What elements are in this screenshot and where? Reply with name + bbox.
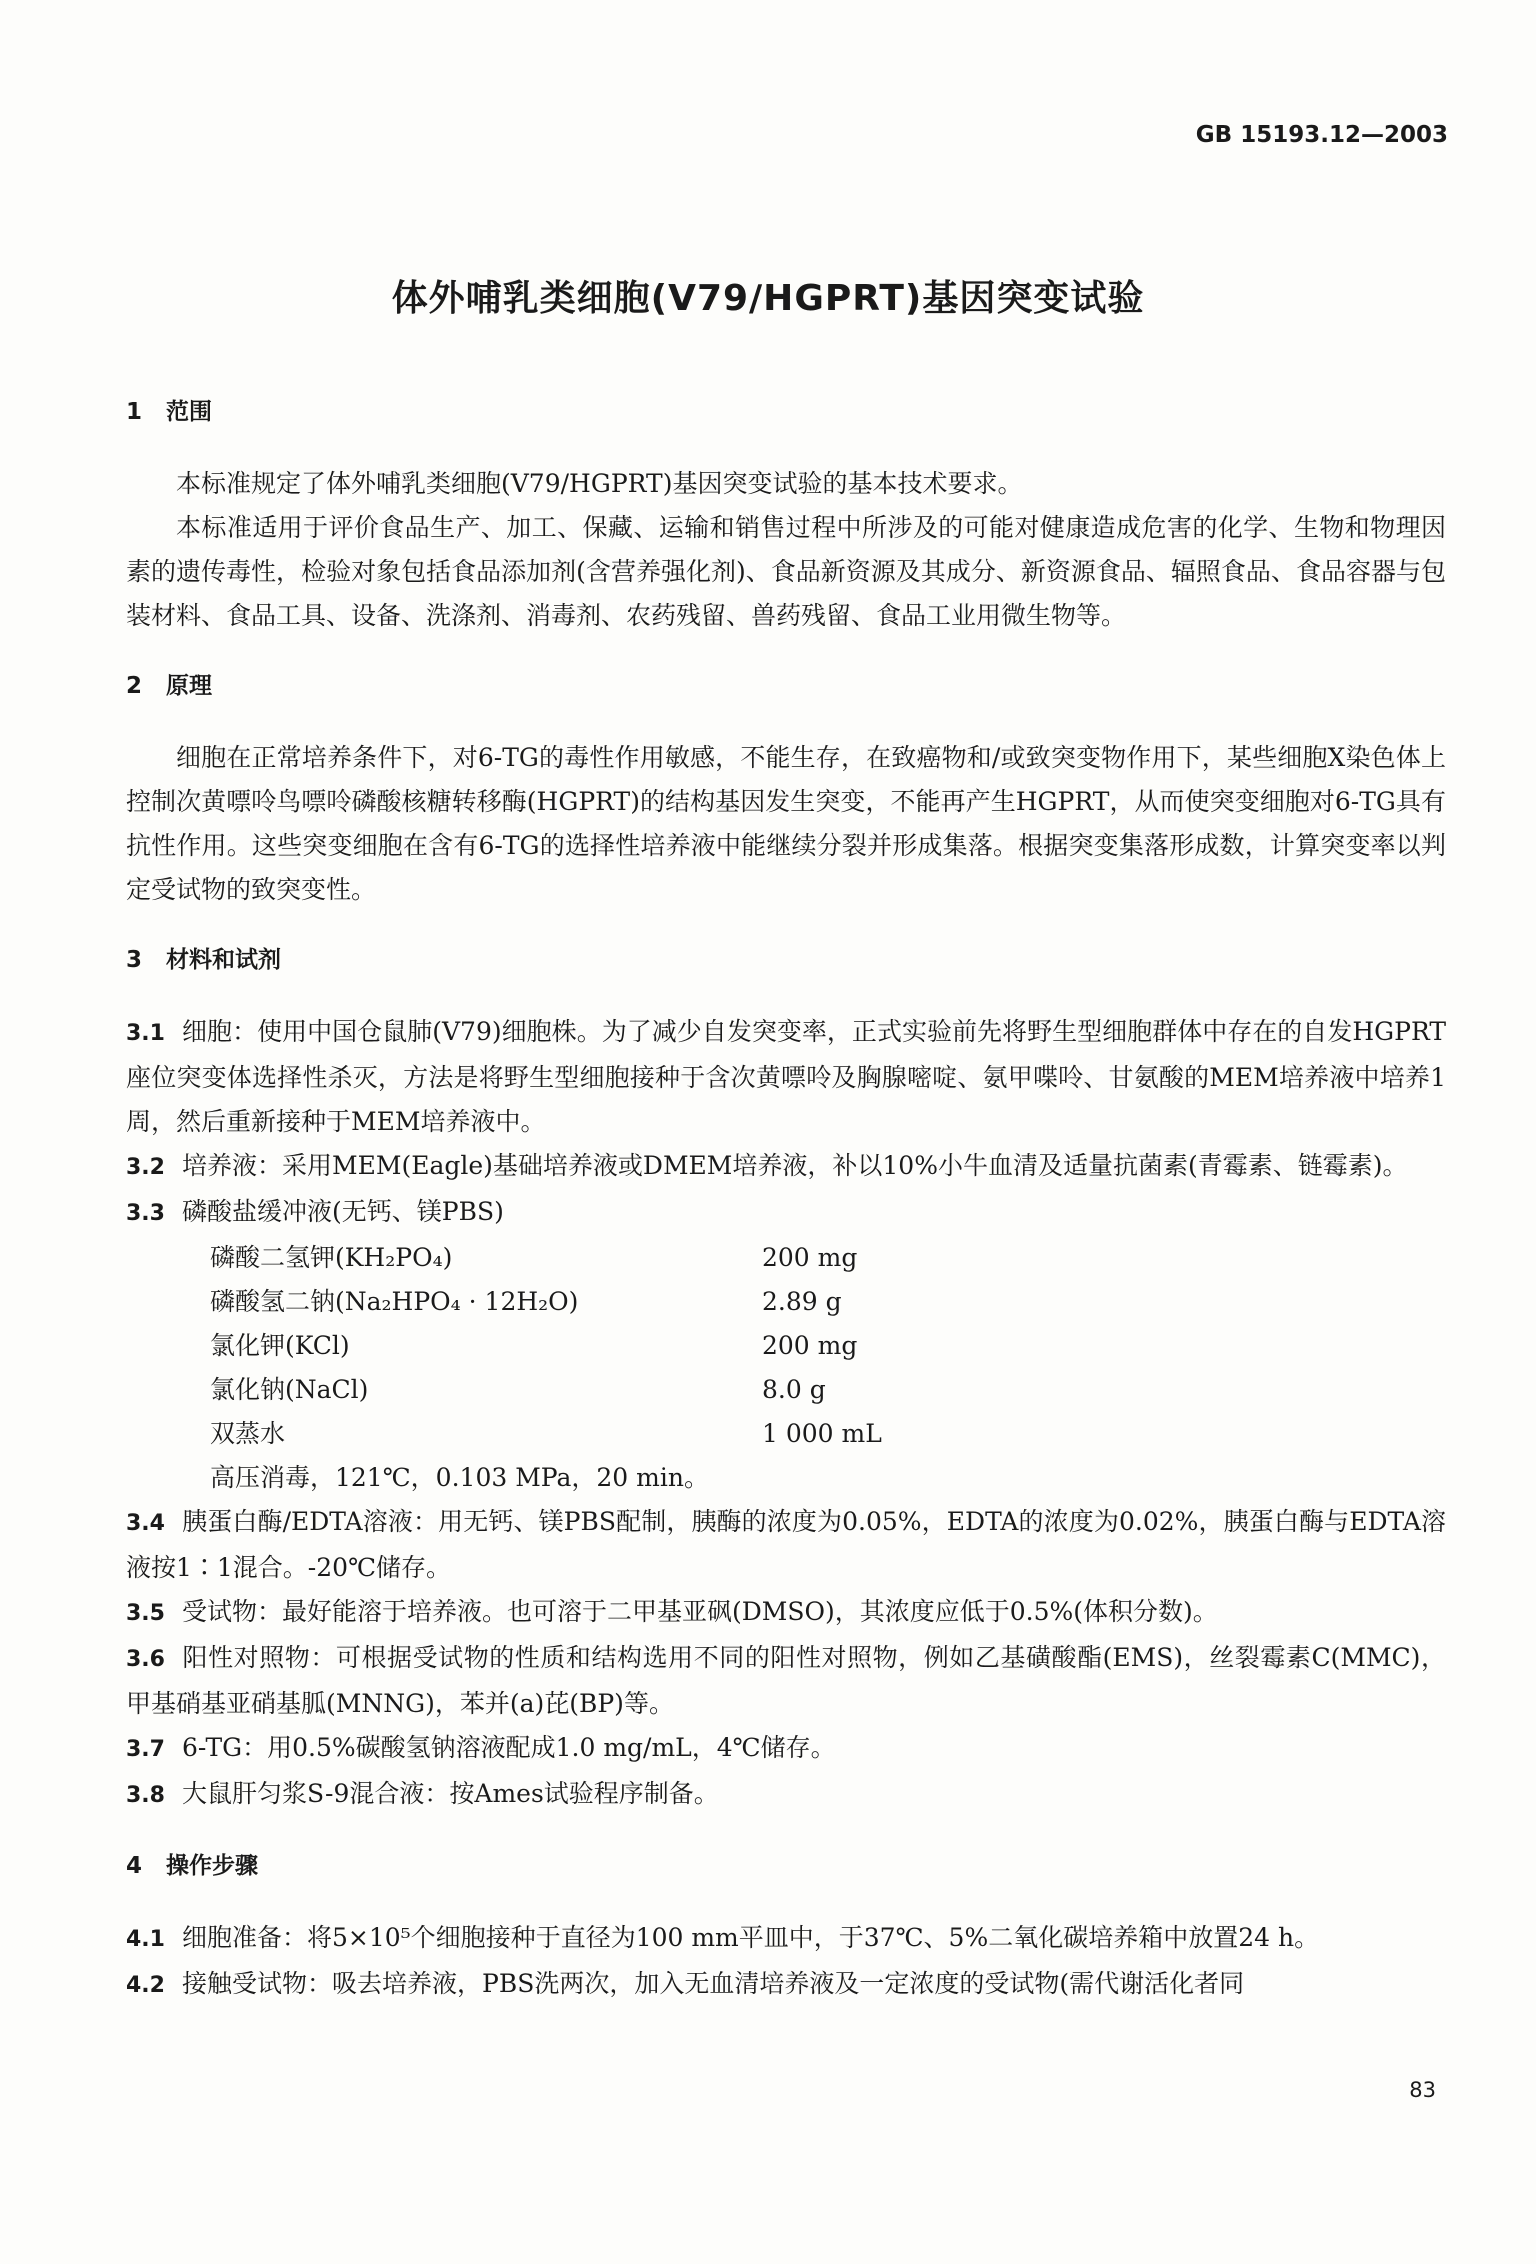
clause-text: 大鼠肝匀浆S-9混合液：按Ames试验程序制备。 xyxy=(182,1779,719,1808)
clause-text: 细胞准备：将5×10⁵个细胞接种于直径为100 mm平皿中，于37℃、5%二氧化碳培养箱中放置24 h。 xyxy=(182,1923,1320,1952)
section-number: 3 xyxy=(126,947,143,973)
page-number: 83 xyxy=(1409,2078,1436,2102)
principle-paragraph: 细胞在正常培养条件下，对6-TG的毒性作用敏感，不能生存，在致癌物和/或致突变物作用下，某些细胞X染色体上控制次黄嘌呤鸟嘌呤磷酸核糖转移酶(HGPRT)的结构基因发生突变，不能再产生HGPRT，从而使突变细胞对6-TG具有抗性作用。这些突变细胞在含有6-TG的选择性培养液中能继续分裂并形成集落。根据突变集落形成数，计算突变率以判定受试物的致突变性。 xyxy=(126,743,1446,904)
clause-4-2 xyxy=(126,1962,1446,2008)
clause-number: 3.8 xyxy=(126,1783,165,1808)
reagent-name: 氯化钾(KCl) xyxy=(210,1331,350,1360)
document-title: 体外哺乳类细胞(V79/HGPRT)基因突变试验 xyxy=(391,278,1145,319)
section-title: 范围 xyxy=(166,399,212,425)
reagent-name: 双蒸水 xyxy=(210,1419,286,1448)
section-2-heading xyxy=(126,664,1446,708)
section-number: 4 xyxy=(126,1853,143,1879)
clause-text: 细胞：使用中国仓鼠肺(V79)细胞株。为了减少自发突变率，正式实验前先将野生型细胞群体中存在的自发HGPRT座位突变体选择性杀灭，方法是将野生型细胞接种于含次黄嘌呤及胸腺嘧啶、氨甲喋呤、甘氨酸的MEM培养液中培养1周，然后重新接种于MEM培养液中。 xyxy=(126,1017,1446,1136)
sterilization-note: 高压消毒，121℃，0.103 MPa，20 min。 xyxy=(210,1463,709,1492)
clause-number: 3.4 xyxy=(126,1511,165,1536)
section-1-heading xyxy=(126,390,1446,434)
clause-number: 3.7 xyxy=(126,1737,165,1762)
reagent-amount: 1 000 mL xyxy=(762,1419,882,1448)
section-4-heading xyxy=(126,1844,1446,1888)
reagent-name: 磷酸氢二钠(Na₂HPO₄ · 12H₂O) xyxy=(210,1287,579,1316)
clause-3-4 xyxy=(126,1500,1446,1590)
clause-4-1 xyxy=(126,1916,1446,1962)
clause-text: 磷酸盐缓冲液(无钙、镁PBS) xyxy=(182,1197,504,1226)
section-title: 原理 xyxy=(166,673,212,699)
scope-paragraph-1: 本标准规定了体外哺乳类细胞(V79/HGPRT)基因突变试验的基本技术要求。 xyxy=(176,469,1023,498)
clause-text: 胰蛋白酶/EDTA溶液：用无钙、镁PBS配制，胰酶的浓度为0.05%，EDTA的浓度为0.02%，胰蛋白酶与EDTA溶液按1∶1混合。-20℃储存。 xyxy=(126,1507,1446,1582)
reagent-amount: 8.0 g xyxy=(762,1375,826,1404)
document-body xyxy=(126,390,1446,2008)
reagent-name: 磷酸二氢钾(KH₂PO₄) xyxy=(210,1243,453,1272)
clause-3-2 xyxy=(126,1144,1446,1190)
clause-number: 3.3 xyxy=(126,1201,165,1226)
clause-number: 4.2 xyxy=(126,1973,165,1998)
clause-number: 3.1 xyxy=(126,1021,165,1046)
reagent-row xyxy=(210,1368,1446,1412)
clause-number: 4.1 xyxy=(126,1927,165,1952)
clause-3-7 xyxy=(126,1726,1446,1772)
section-3-heading xyxy=(126,938,1446,982)
reagent-row xyxy=(210,1280,1446,1324)
clause-text: 阳性对照物：可根据受试物的性质和结构选用不同的阳性对照物，例如乙基磺酸酯(EMS)，丝裂霉素C(MMC)，甲基硝基亚硝基胍(MNNG)，苯并(a)芘(BP)等。 xyxy=(126,1643,1446,1718)
section-title: 材料和试剂 xyxy=(166,947,281,973)
clause-3-5 xyxy=(126,1590,1446,1636)
section-number: 2 xyxy=(126,673,143,699)
reagent-row xyxy=(210,1324,1446,1368)
reagent-row xyxy=(210,1412,1446,1456)
clause-text: 6-TG：用0.5%碳酸氢钠溶液配成1.0 mg/mL，4℃储存。 xyxy=(182,1733,836,1762)
reagent-row xyxy=(210,1236,1446,1280)
clause-3-3 xyxy=(126,1190,1446,1236)
clause-3-8 xyxy=(126,1772,1446,1818)
clause-number: 3.5 xyxy=(126,1601,165,1626)
clause-text: 接触受试物：吸去培养液，PBS洗两次，加入无血清培养液及一定浓度的受试物(需代谢活化者同 xyxy=(182,1969,1245,1998)
scope-paragraph-2: 本标准适用于评价食品生产、加工、保藏、运输和销售过程中所涉及的可能对健康造成危害的化学、生物和物理因素的遗传毒性，检验对象包括食品添加剂(含营养强化剂)、食品新资源及其成分、新资源食品、辐照食品、食品容器与包装材料、食品工具、设备、洗涤剂、消毒剂、农药残留、兽药残留、食品工业用微生物等。 xyxy=(126,513,1446,630)
reagent-amount: 2.89 g xyxy=(762,1287,842,1316)
clause-number: 3.2 xyxy=(126,1155,165,1180)
section-number: 1 xyxy=(126,399,143,425)
reagent-name: 氯化钠(NaCl) xyxy=(210,1375,369,1404)
standard-code: GB 15193.12—2003 xyxy=(1195,122,1448,148)
section-title: 操作步骤 xyxy=(166,1853,258,1879)
clause-text: 培养液：采用MEM(Eagle)基础培养液或DMEM培养液，补以10%小牛血清及适量抗菌素(青霉素、链霉素)。 xyxy=(182,1151,1408,1180)
reagent-amount: 200 mg xyxy=(762,1331,858,1360)
clause-3-1 xyxy=(126,1010,1446,1144)
clause-text: 受试物：最好能溶于培养液。也可溶于二甲基亚砜(DMSO)，其浓度应低于0.5%(体积分数)。 xyxy=(182,1597,1218,1626)
reagent-list xyxy=(210,1236,1446,1456)
clause-number: 3.6 xyxy=(126,1647,165,1672)
reagent-amount: 200 mg xyxy=(762,1243,858,1272)
clause-3-6 xyxy=(126,1636,1446,1726)
